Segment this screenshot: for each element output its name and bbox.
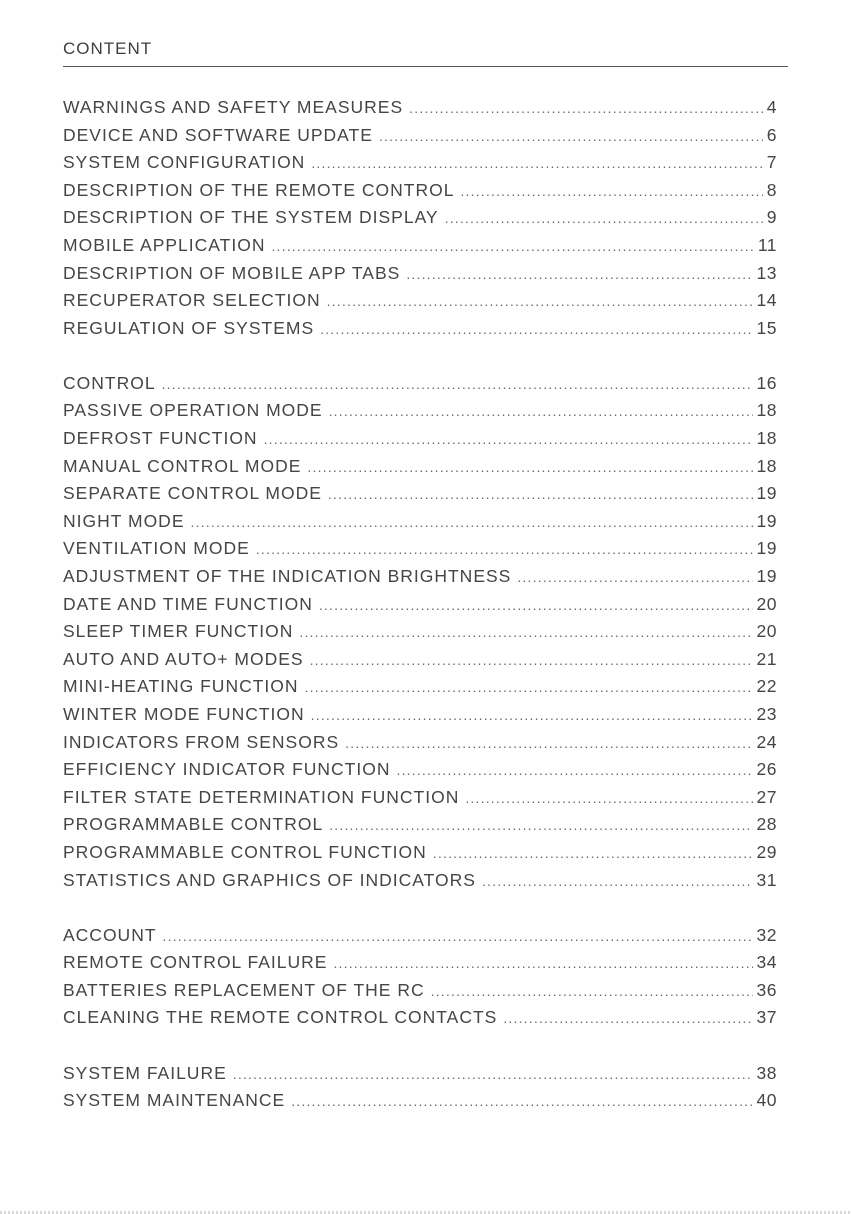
toc-entry-title: PASSIVE OPERATION MODE [63,400,323,421]
toc-entry[interactable] [63,1087,777,1115]
toc-entry-page-number: 23 [756,703,777,724]
toc-entry[interactable] [63,673,777,701]
toc-entry-page-number: 21 [756,648,777,669]
toc-entry-title: DESCRIPTION OF THE REMOTE CONTROL [63,179,455,200]
toc-entry-page-number: 34 [756,952,777,973]
toc-entry-title: DEVICE AND SOFTWARE UPDATE [63,124,373,145]
toc-entry-page-number: 7 [766,152,777,173]
toc-entry-page-number: 20 [756,621,777,642]
dot-leader [503,1005,752,1033]
dot-leader [433,840,753,868]
toc-entry-page-number: 13 [756,262,777,283]
toc-entry-page-number: 4 [766,97,777,117]
toc-entry-page-number: 6 [766,124,777,145]
page-title: CONTENT [63,39,153,58]
toc-entry-page-number: 19 [756,510,777,531]
toc-entry-page-number: 22 [756,676,777,697]
toc-entry[interactable] [63,756,777,784]
toc-entry-page-number: 27 [756,786,777,807]
toc-entry[interactable] [63,480,777,508]
dot-leader [465,785,752,813]
dot-leader [327,288,753,316]
toc-entry-title: EFFICIENCY INDICATOR FUNCTION [63,759,391,780]
dot-leader [311,150,762,178]
toc-section [63,1060,777,1115]
toc-entry-page-number: 38 [756,1062,777,1083]
dot-leader [162,371,753,399]
toc-entry-page-number: 19 [756,566,777,586]
toc-entry-page-number: 8 [766,179,777,200]
toc-entry-title: MANUAL CONTROL MODE [63,455,302,476]
toc-entry[interactable] [63,425,777,453]
toc-entry[interactable] [63,977,777,1005]
toc-entry[interactable] [63,149,777,177]
toc-entry[interactable] [63,94,777,122]
toc-entry-title: PROGRAMMABLE CONTROL [63,814,324,835]
heading-divider [63,66,788,67]
toc-entry-title: INDICATORS FROM SENSORS [63,731,340,752]
toc-entry-title: AUTO AND AUTO+ MODES [63,648,304,669]
toc-entry[interactable] [63,232,777,260]
dot-leader [329,812,752,840]
dot-leader [163,923,753,951]
toc-entry[interactable] [63,646,777,674]
toc-entry-page-number: 24 [756,731,777,752]
dot-leader [517,564,752,592]
toc-entry-title: ADJUSTMENT OF THE INDICATION BRIGHTNESS [63,566,512,586]
dot-leader [333,950,752,978]
toc-list [63,94,777,1142]
dot-leader [291,1088,752,1116]
dot-leader [256,536,753,564]
toc-entry-title: BATTERIES REPLACEMENT OF THE RC [63,979,425,1000]
dot-leader [328,481,753,509]
toc-entry-title: REMOTE CONTROL FAILURE [63,952,328,973]
toc-entry-page-number: 36 [756,979,777,1000]
toc-entry-page-number: 20 [756,593,777,614]
toc-entry-title: PROGRAMMABLE CONTROL FUNCTION [63,841,427,862]
toc-entry-page-number: 18 [756,428,777,449]
toc-entry[interactable] [63,260,777,288]
toc-entry[interactable] [63,122,777,150]
dot-leader [191,509,753,537]
dot-leader [310,647,753,675]
dot-leader [460,178,762,206]
toc-entry-title: MOBILE APPLICATION [63,234,266,255]
toc-entry-title: FILTER STATE DETERMINATION FUNCTION [63,786,460,807]
toc-section [63,370,777,894]
dot-leader [409,95,763,123]
toc-entry-page-number: 16 [756,372,777,393]
toc-entry-title: ACCOUNT [63,924,157,945]
toc-entry[interactable] [63,177,777,205]
toc-section [63,94,777,342]
toc-entry[interactable] [63,370,777,398]
toc-entry-title: MINI-HEATING FUNCTION [63,676,299,697]
toc-entry[interactable] [63,1004,777,1032]
dot-leader [379,123,763,151]
dot-leader [482,868,753,896]
toc-entry[interactable] [63,1060,777,1088]
dot-leader [264,426,753,454]
toc-entry-page-number: 32 [756,924,777,945]
toc-entry-title: DATE AND TIME FUNCTION [63,593,313,614]
toc-entry-title: DEFROST FUNCTION [63,428,258,449]
dot-leader [299,619,752,647]
toc-entry-title: WINTER MODE FUNCTION [63,703,305,724]
toc-entry-title: DESCRIPTION OF THE SYSTEM DISPLAY [63,207,439,228]
toc-entry-page-number: 26 [756,759,777,780]
toc-entry[interactable] [63,811,777,839]
toc-entry-page-number: 18 [756,455,777,476]
dot-leader [345,730,752,758]
toc-entry-title: SYSTEM MAINTENANCE [63,1090,286,1111]
dot-leader [319,592,753,620]
dot-leader [305,674,753,702]
toc-entry-page-number: 29 [756,841,777,862]
toc-entry[interactable] [63,729,777,757]
dot-leader [445,205,763,233]
toc-entry-title: SYSTEM FAILURE [63,1062,227,1083]
toc-entry-page-number: 18 [756,400,777,421]
toc-entry-title: SLEEP TIMER FUNCTION [63,621,294,642]
dot-leader [311,702,753,730]
dot-leader [233,1061,753,1089]
toc-entry-title: SEPARATE CONTROL MODE [63,483,322,504]
toc-entry[interactable] [63,535,777,563]
toc-entry[interactable] [63,287,777,315]
toc-entry[interactable] [63,453,777,481]
toc-entry-page-number: 19 [756,538,777,559]
toc-entry-title: WARNINGS AND SAFETY MEASURES [63,97,404,117]
toc-section [63,922,777,1032]
toc-entry-title: DESCRIPTION OF MOBILE APP TABS [63,262,401,283]
toc-entry-page-number: 11 [757,234,777,255]
toc-entry[interactable] [63,204,777,232]
toc-entry-title: NIGHT MODE [63,510,185,531]
dot-leader [320,316,752,344]
toc-entry-page-number: 19 [756,483,777,504]
toc-entry-title: CONTROL [63,372,156,393]
toc-entry[interactable] [63,784,777,812]
toc-entry-page-number: 37 [756,1007,777,1028]
toc-entry-title: RECUPERATOR SELECTION [63,290,321,311]
dot-leader [329,398,753,426]
toc-entry-page-number: 15 [756,317,777,338]
toc-entry[interactable] [63,591,777,619]
toc-entry-title: REGULATION OF SYSTEMS [63,317,315,338]
toc-entry-page-number: 28 [756,814,777,835]
toc-entry-page-number: 40 [756,1090,777,1111]
toc-entry-title: VENTILATION MODE [63,538,250,559]
toc-entry[interactable] [63,701,777,729]
toc-entry[interactable] [63,949,777,977]
toc-entry-page-number: 9 [766,207,777,228]
toc-entry[interactable] [63,315,777,343]
toc-entry[interactable] [63,839,777,867]
dot-leader [431,978,753,1006]
toc-entry-title: CLEANING THE REMOTE CONTROL CONTACTS [63,1007,498,1028]
toc-entry[interactable] [63,922,777,950]
dot-leader [271,233,753,261]
toc-entry[interactable] [63,508,777,536]
dot-leader [406,261,752,289]
toc-entry-page-number: 31 [756,869,777,890]
dot-leader [396,757,752,785]
toc-entry-title: STATISTICS AND GRAPHICS OF INDICATORS [63,869,476,890]
toc-entry[interactable] [63,867,777,895]
toc-entry[interactable] [63,397,777,425]
toc-entry-title: SYSTEM CONFIGURATION [63,152,306,173]
toc-entry[interactable] [63,618,777,646]
dot-leader [307,454,752,482]
toc-entry-page-number: 14 [756,290,777,311]
toc-entry[interactable] [63,563,777,591]
